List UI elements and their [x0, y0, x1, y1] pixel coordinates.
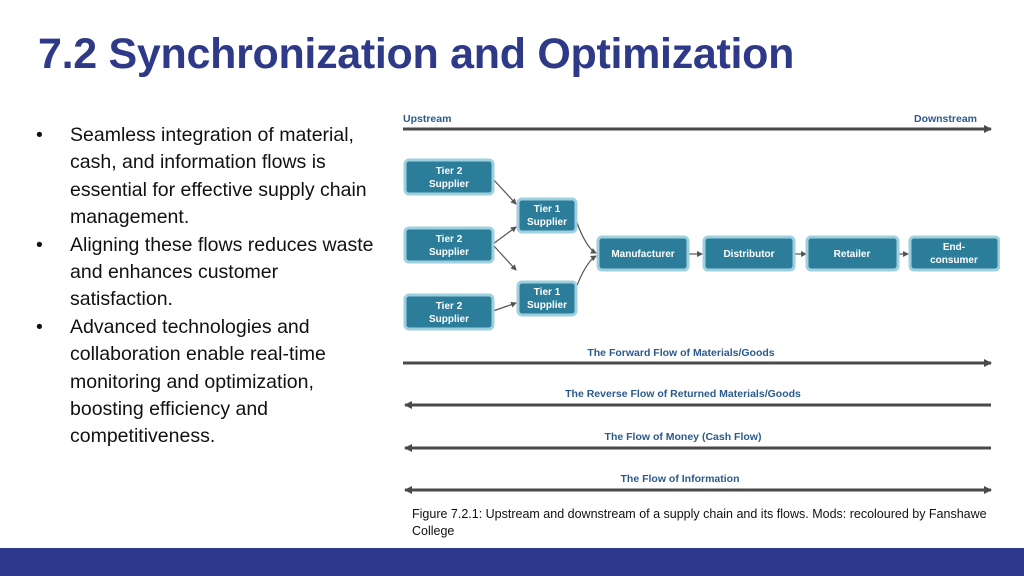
bullet-text: Seamless integration of material, cash, and information flows is essential for effective supply chain management.	[70, 124, 367, 229]
connector-arrow	[493, 245, 516, 270]
downstream-label: Downstream	[913, 113, 977, 125]
manufacturer-label: Manufacturer	[611, 249, 675, 260]
distributor-label: Distributor	[723, 249, 775, 260]
bullet-list	[34, 122, 374, 451]
end-consumer-label-line2: consumer	[930, 255, 978, 266]
slide-title: 7.2 Synchronization and Optimization	[38, 30, 795, 78]
end-consumer-label-line1: End-	[942, 242, 966, 253]
reverse-flow-label: The Reverse Flow of Returned Materials/Goods	[565, 388, 801, 400]
tier2-label: Tier 2	[435, 166, 463, 177]
bullet-marker: •	[36, 315, 43, 338]
bullet-text: Aligning these flows reduces waste and enhances customer satisfaction.	[70, 233, 374, 311]
bullet-item	[34, 232, 374, 314]
connector-arrow	[576, 220, 596, 253]
bullet-marker: •	[36, 124, 43, 146]
bullet-marker: •	[36, 233, 43, 256]
bullet-text: Advanced technologies and collaboration enable real-time monitoring and optimization, boosting efficiency and competitiveness.	[70, 315, 326, 448]
supplier-label: Supplier	[428, 179, 470, 190]
connector-arrow	[576, 256, 596, 288]
information-flow-label: The Flow of Information	[620, 473, 740, 485]
supplier-label: Supplier	[526, 217, 568, 228]
bullet-item	[34, 122, 374, 232]
tier2-label: Tier 2	[435, 301, 463, 312]
forward-flow-label: The Forward Flow of Materials/Goods	[587, 347, 775, 359]
connector-arrow	[493, 227, 516, 244]
supplier-label: Supplier	[526, 300, 568, 311]
supplier-label: Supplier	[428, 314, 470, 325]
figure-caption: Figure 7.2.1: Upstream and downstream of a supply chain and its flows. Mods: recoloured by Fanshawe College	[412, 507, 987, 538]
tier1-label: Tier 1	[533, 287, 561, 298]
tier1-label: Tier 1	[533, 204, 561, 215]
tier2-label: Tier 2	[435, 234, 463, 245]
footer-bar	[0, 548, 1024, 576]
connector-arrow	[493, 179, 516, 204]
supply-chain-diagram	[396, 106, 1000, 504]
retailer-label: Retailer	[833, 249, 871, 260]
bullet-item	[34, 314, 374, 451]
connector-arrow	[493, 303, 516, 311]
upstream-label: Upstream	[403, 113, 452, 125]
money-flow-label: The Flow of Money (Cash Flow)	[604, 431, 762, 443]
supplier-label: Supplier	[428, 247, 470, 258]
